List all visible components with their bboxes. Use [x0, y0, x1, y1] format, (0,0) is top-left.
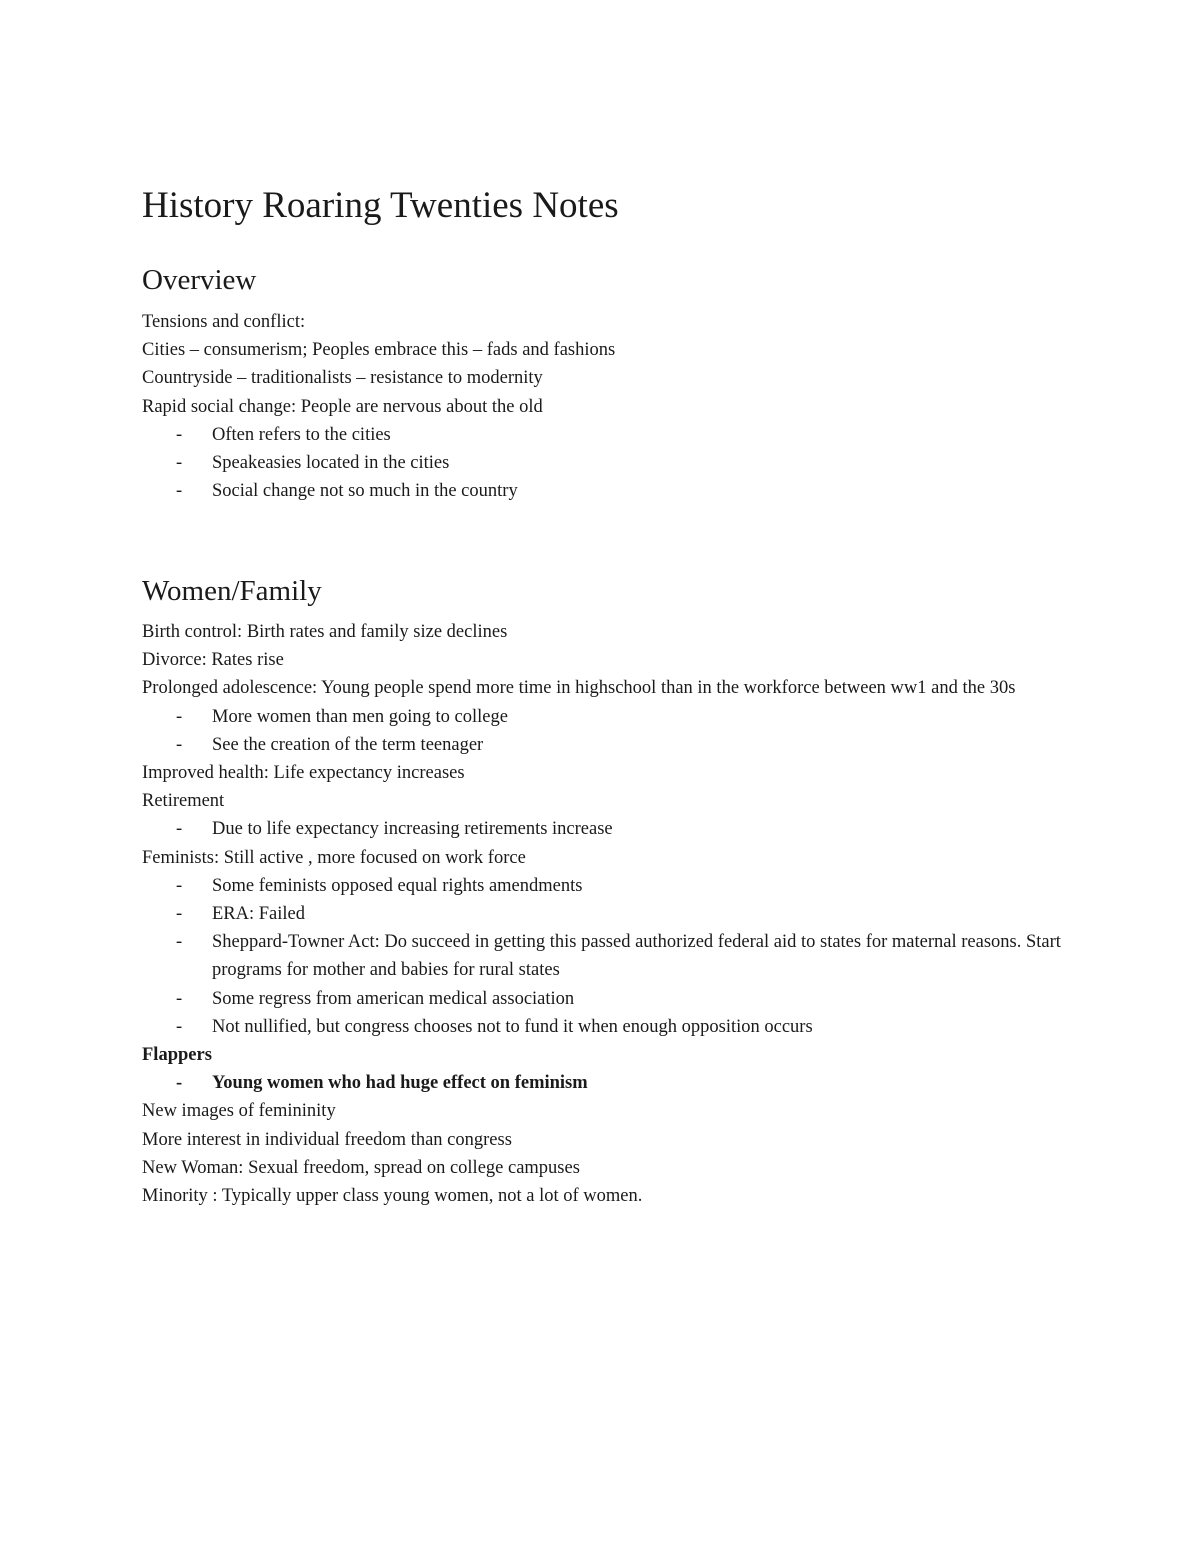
overview-bullet: - Social change not so much in the country — [142, 477, 1082, 505]
improved-health-line: Improved health: Life expectancy increases — [142, 763, 465, 784]
overview-bullet: - Speakeasies located in the cities — [142, 449, 1082, 477]
tail-line: New images of femininity — [142, 1101, 336, 1122]
overview-section — [142, 308, 1082, 505]
divorce-line: Divorce: Rates rise — [142, 650, 284, 671]
feminists-bullet: - ERA: Failed — [142, 900, 1082, 928]
retirement-bullet: - Due to life expectancy increasing retirements increase — [142, 815, 1082, 843]
flappers-bullet: - Young women who had huge effect on feminism — [142, 1069, 1082, 1097]
overview-line: Cities – consumerism; Peoples embrace this – fads and fashions — [142, 340, 616, 361]
prolonged-adolescence-line: Prolonged adolescence: Young people spend more time in highschool than in the workforce between ww1 and the 30s — [142, 678, 1016, 699]
women-family-section — [142, 618, 1082, 1210]
retirement-line: Retirement — [142, 791, 225, 812]
overview-line: Tensions and conflict: — [142, 312, 306, 332]
feminists-bullet: - Some regress from american medical association — [142, 985, 1082, 1013]
overview-line: Countryside – traditionalists – resistance to modernity — [142, 368, 543, 389]
tail-line: New Woman: Sexual freedom, spread on college campuses — [142, 1157, 580, 1178]
feminists-bullet: - Not nullified, but congress chooses not to fund it when enough opposition occurs — [142, 1013, 1082, 1041]
overview-bullet: - Often refers to the cities — [142, 421, 1082, 449]
overview-line: Rapid social change: People are nervous about the old — [142, 396, 543, 417]
tail-line: Minority : Typically upper class young women, not a lot of women. — [142, 1186, 643, 1207]
adolescence-bullet: - More women than men going to college — [142, 703, 1082, 731]
adolescence-bullet: - See the creation of the term teenager — [142, 731, 1082, 759]
page-title: History Roaring Twenties Notes — [142, 185, 619, 226]
women-family-heading: Women/Family — [142, 575, 322, 607]
feminists-bullet: - Sheppard-Towner Act: Do succeed in getting this passed authorized federal aid to states for maternal reasons. Start programs for mother and babies for rural states — [142, 928, 1082, 984]
overview-heading: Overview — [142, 264, 257, 296]
feminists-bullet: - Some feminists opposed equal rights amendments — [142, 872, 1082, 900]
tail-line: More interest in individual freedom than congress — [142, 1129, 512, 1150]
birth-control-line: Birth control: Birth rates and family size declines — [142, 622, 508, 642]
feminists-line: Feminists: Still active , more focused on work force — [142, 847, 526, 868]
flappers-heading: Flappers — [142, 1045, 212, 1066]
